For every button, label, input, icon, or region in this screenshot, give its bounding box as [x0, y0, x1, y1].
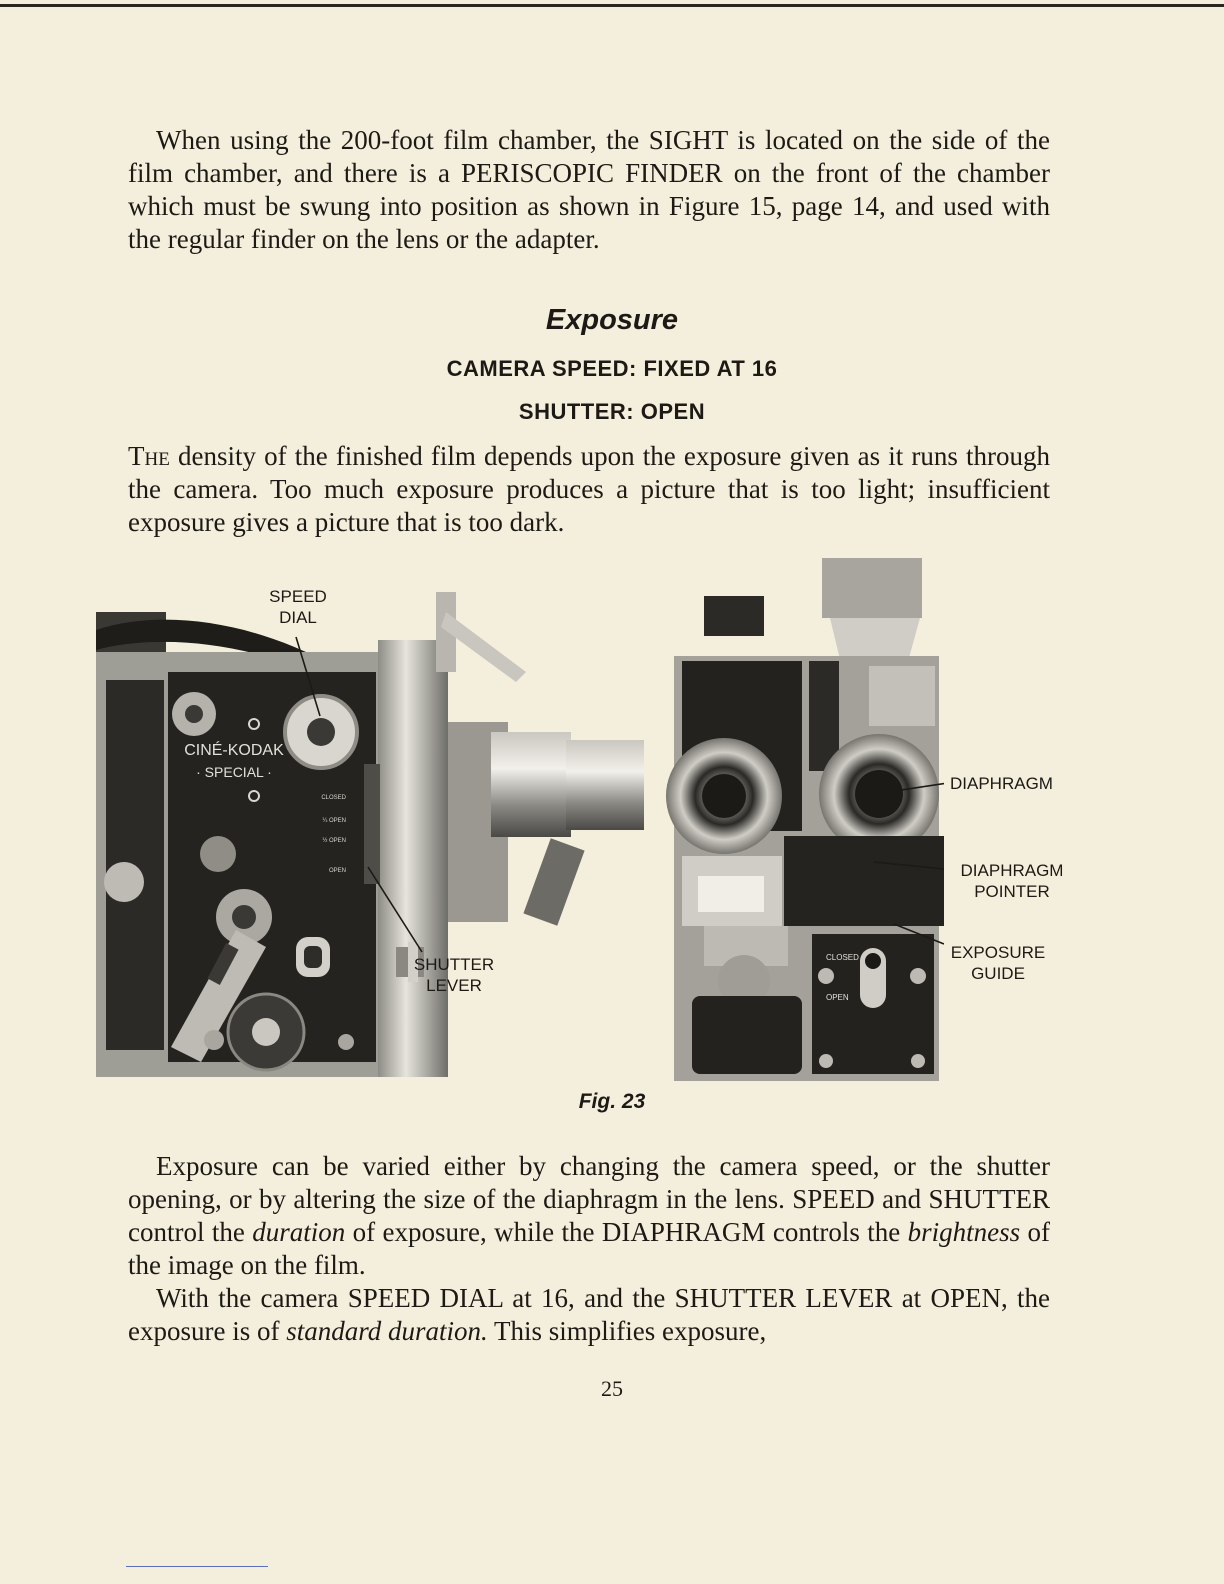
figure-caption: Fig. 23 — [578, 1090, 646, 1113]
density-paragraph: The density of the finished film depends upon the exposure given as it runs through the camera. Too much exposure produces a picture that is too light; insufficient exposure gives a picture that is too dark. — [128, 441, 1050, 537]
shutter-scale-half: ½ OPEN — [322, 838, 346, 844]
camera-front-photo — [664, 556, 944, 1086]
brand-line-2: · SPECIAL · — [196, 764, 272, 780]
bottom-rule — [126, 1566, 268, 1567]
shutter-lever-callout: SHUTTER LEVER — [413, 955, 495, 995]
diaphragm-callout: DIAPHRAGM — [950, 774, 1053, 793]
camera-speed-subhead: CAMERA SPEED: FIXED AT 16 — [446, 356, 778, 381]
diaphragm-pointer-callout: DIAPHRAGM POINTER — [960, 861, 1064, 901]
standard-duration-paragraph: With the camera SPEED DIAL at 16, and the SHUTTER LEVER at OPEN, the exposure is of standard duration. This simplifies exposure, — [128, 1283, 1050, 1346]
exposure-guide-callout: EXPOSURE GUIDE — [950, 943, 1046, 983]
gate-closed-label: CLOSED — [826, 953, 859, 962]
page-number: 25 — [601, 1376, 623, 1401]
shutter-subhead: SHUTTER: OPEN — [518, 399, 706, 424]
shutter-scale-open: OPEN — [328, 868, 346, 874]
shutter-scale-closed: CLOSED — [321, 795, 346, 801]
camera-side-photo — [96, 552, 656, 1082]
section-title: Exposure — [545, 304, 679, 336]
shutter-scale-quarter: ¼ OPEN — [322, 818, 346, 824]
speed-dial-callout: SPEED DIAL — [269, 587, 327, 627]
intro-paragraph: When using the 200-foot film chamber, the SIGHT is located on the side of the film chamber, and there is a PERISCOPIC FINDER on the front of the chamber which must be swung into position as shown in Figure 15, page 14, and used with the regular finder on the lens or the adapter. — [128, 125, 1050, 254]
top-rule — [0, 4, 1224, 7]
gate-open-label: OPEN — [826, 993, 849, 1002]
brand-line-1: CINÉ-KODAK — [184, 742, 284, 759]
exposure-variation-paragraph: Exposure can be varied either by changing the camera speed, or the shutter opening, or by altering the size of the diaphragm in the lens. SPEED and SHUTTER control the duration of exposure, while the DIAPHRAGM controls the brightness of the image on the film. — [128, 1151, 1051, 1280]
